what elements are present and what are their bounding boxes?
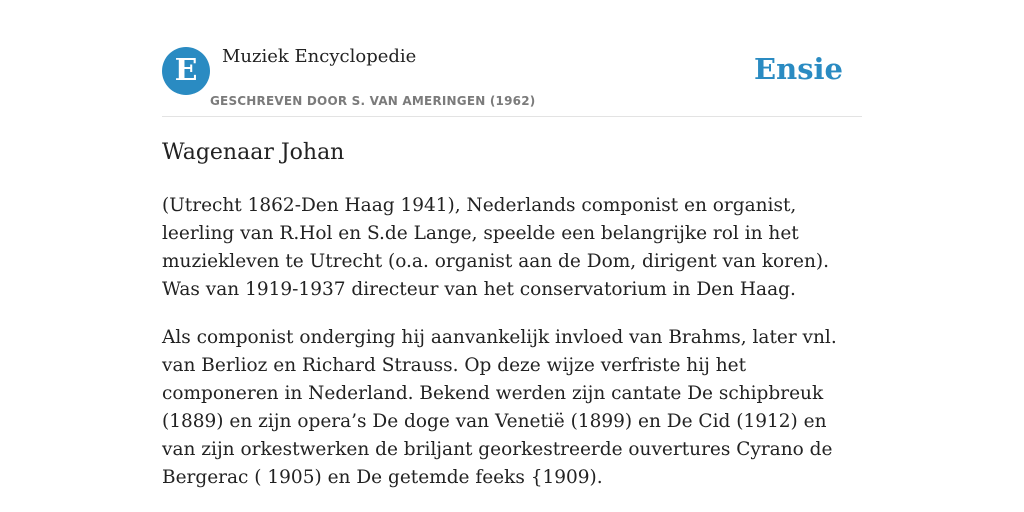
paragraph-1: (Utrecht 1862-Den Haag 1941), Nederlands componist en organist, leerling van R.Hol en S.de Lange, speelde een belangrijke rol in het muziekleven te Utrecht (o.a. organist aan de Dom, dirigent van koren). Was van 1919-1937 directeur van het conservatorium in Den Haag. [162, 195, 829, 300]
encyclopedia-logo-icon[interactable] [162, 47, 210, 95]
source-title[interactable]: Muziek Encyclopedie [222, 46, 417, 67]
entry-body [162, 192, 862, 512]
entry-title: Wagenaar Johan [162, 140, 345, 165]
header [162, 0, 862, 117]
entry-card [162, 0, 862, 512]
logo-letter: E [174, 53, 198, 88]
author-byline: GESCHREVEN DOOR S. VAN AMERINGEN (1962) [210, 94, 536, 108]
ensie-brand-logo[interactable]: Ensie [754, 52, 843, 86]
paragraph-2: Als componist onderging hij aanvankelijk invloed van Brahms, later vnl. van Berlioz en Richard Strauss. Op deze wijze verfriste hij het componeren in Nederland. Bekend werden zijn cantate De schipbreuk (1889) en zijn opera’s De doge van Venetië (1899) en De Cid (1912) en van zijn orkestwerken de briljant georkestreerde ouvertures Cyrano de Bergerac ( 1905) en De getemde feeks {1909). [162, 327, 837, 488]
